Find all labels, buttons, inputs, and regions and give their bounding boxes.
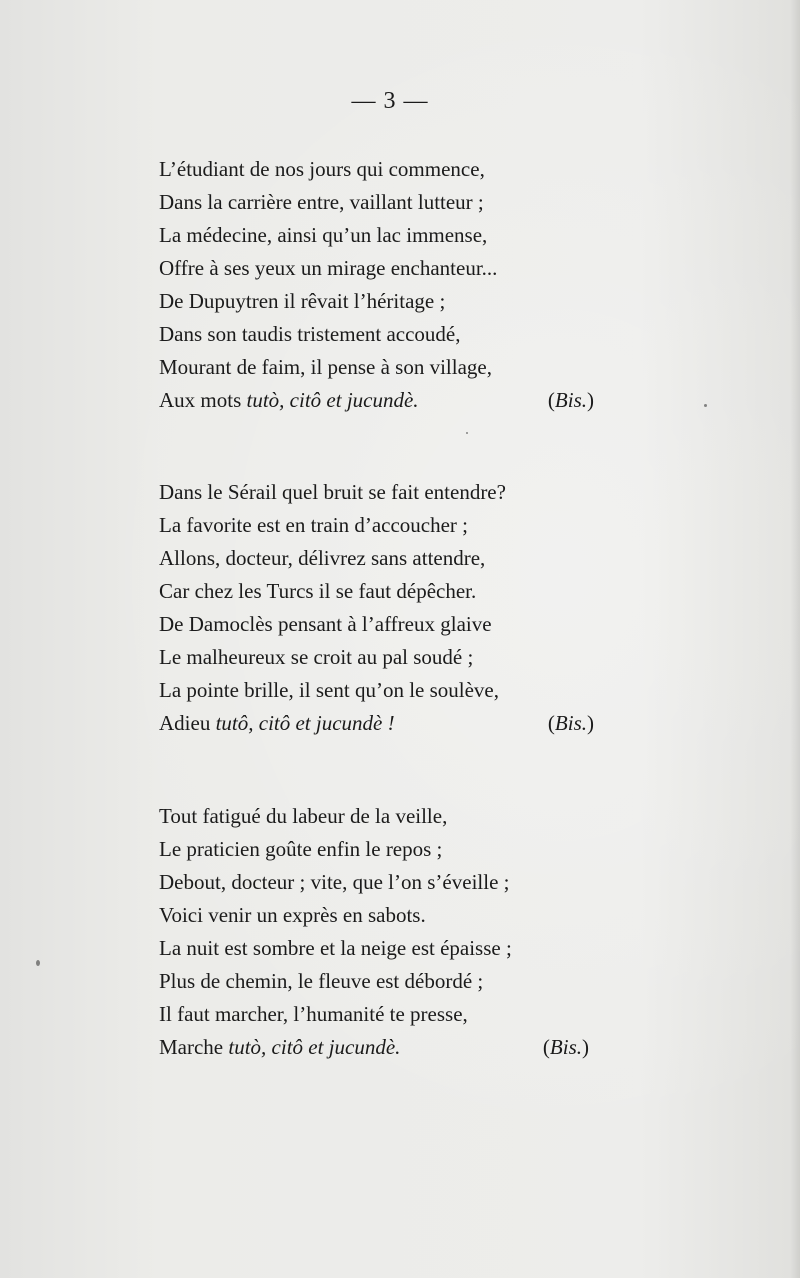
verse-line: L’étudiant de nos jours qui commence, [159, 157, 485, 181]
bis-word: Bis. [554, 388, 587, 412]
verse-line: Mourant de faim, il pense à son village, [159, 355, 492, 379]
verse-line: La favorite est en train d’accoucher ; [159, 513, 469, 537]
verse-line: De Damoclès pensant à l’affreux glaive [159, 612, 492, 636]
verse-line: Plus de chemin, le fleuve est débordé ; [159, 969, 484, 993]
verse-line: Le malheureux se croit au pal soudé ; [159, 645, 474, 669]
page-number: — 3 — [351, 88, 429, 114]
bis-marker: (Bis.) [547, 711, 594, 735]
verse-line: La médecine, ainsi qu’un lac immense, [159, 223, 488, 247]
bis-marker: (Bis.) [547, 388, 594, 412]
bis-marker: (Bis.) [542, 1035, 589, 1059]
verse-line: Dans la carrière entre, vaillant lutteur ; [159, 190, 484, 214]
refrain-text [159, 1031, 400, 1064]
verse-line: Le praticien goûte enfin le repos ; [159, 837, 443, 861]
bis-word: Bis. [554, 711, 587, 735]
stanza-3 [159, 800, 599, 1064]
bis-word: Bis. [549, 1035, 582, 1059]
verse-line: La nuit est sombre et la neige est épaisse ; [159, 936, 512, 960]
verse-line: Car chez les Turcs il se faut dépêcher. [159, 579, 477, 603]
refrain-text [159, 707, 395, 740]
verse-line: Offre à ses yeux un mirage enchanteur... [159, 256, 498, 280]
stanza-2 [159, 476, 599, 740]
paper-speck [36, 960, 40, 966]
refrain-prefix: Aux mots [159, 388, 242, 412]
verse-line: De Dupuytren il rêvait l’héritage ; [159, 289, 446, 313]
refrain-latin: tutò, citô et jucundè. [228, 1035, 401, 1059]
verse-line: Debout, docteur ; vite, que l’on s’éveille ; [159, 870, 510, 894]
refrain-text [159, 384, 419, 417]
refrain-latin: tutô, citô et jucundè ! [215, 711, 395, 735]
refrain-prefix: Adieu [159, 711, 211, 735]
refrain-latin: tutò, citô et jucundè. [246, 388, 419, 412]
verse-line: Il faut marcher, l’humanité te presse, [159, 1002, 468, 1026]
verse-line: La pointe brille, il sent qu’on le soulève, [159, 678, 499, 702]
refrain-line [159, 384, 599, 417]
verse-line: Dans le Sérail quel bruit se fait entendre? [159, 480, 506, 504]
verse-line: Dans son taudis tristement accoudé, [159, 322, 461, 346]
refrain-line [159, 1031, 594, 1064]
verse-line: Allons, docteur, délivrez sans attendre, [159, 546, 486, 570]
refrain-line [159, 707, 599, 740]
verse-line: Tout fatigué du labeur de la veille, [159, 804, 448, 828]
paper-speck [704, 404, 707, 407]
stanza-1 [159, 153, 599, 417]
verse-line: Voici venir un exprès en sabots. [159, 903, 426, 927]
page-edge-shadow [790, 0, 800, 1278]
refrain-prefix: Marche [159, 1035, 224, 1059]
paper-speck [466, 432, 468, 434]
